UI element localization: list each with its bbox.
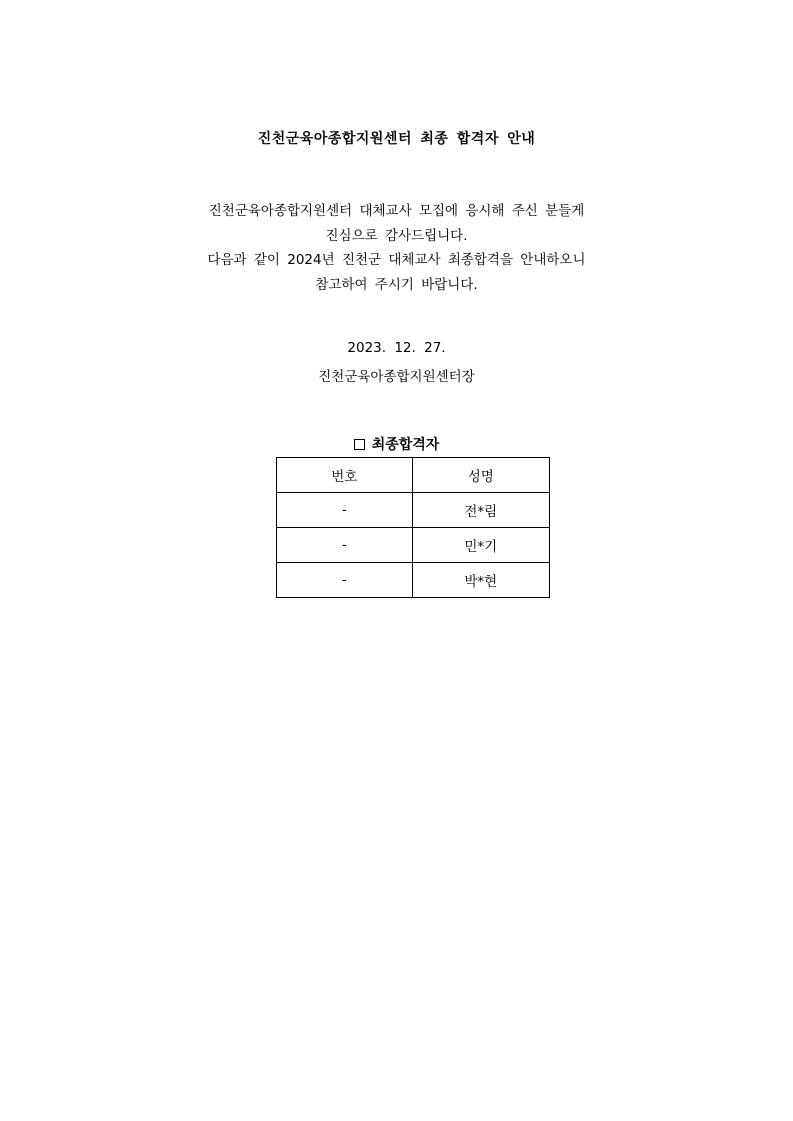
- column-header-name: 성명: [412, 458, 550, 493]
- results-section-label: 최종합격자: [371, 437, 440, 453]
- table-header-row: [277, 458, 550, 493]
- cell-name: 전*림: [412, 493, 550, 528]
- square-outline-icon: [354, 439, 365, 450]
- cell-number: -: [277, 493, 413, 528]
- table-row: [277, 528, 550, 563]
- cell-name: 민*기: [412, 528, 550, 563]
- intro-line: 다음과 같이 2024년 진천군 대체교사 최종합격을 안내하오니: [207, 252, 586, 268]
- results-section-title: [0, 434, 793, 454]
- cell-name: 박*현: [412, 563, 550, 598]
- issuer-name: 진천군육아종합지원센터장: [318, 369, 475, 385]
- column-header-number: 번호: [277, 458, 413, 493]
- document-title: 진천군육아종합지원센터 최종 합격자 안내: [257, 131, 536, 147]
- results-table: [276, 457, 550, 598]
- table-row: [277, 563, 550, 598]
- table-row: [277, 493, 550, 528]
- cell-number: -: [277, 528, 413, 563]
- cell-number: -: [277, 563, 413, 598]
- intro-line: 진천군육아종합지원센터 대체교사 모집에 응시해 주신 분들게: [208, 203, 585, 219]
- intro-line: 참고하여 주시기 바랍니다.: [315, 276, 478, 293]
- intro-line: 진심으로 감사드립니다.: [325, 227, 468, 244]
- intro-paragraph: [0, 199, 793, 297]
- issue-date: 2023. 12. 27.: [347, 340, 446, 356]
